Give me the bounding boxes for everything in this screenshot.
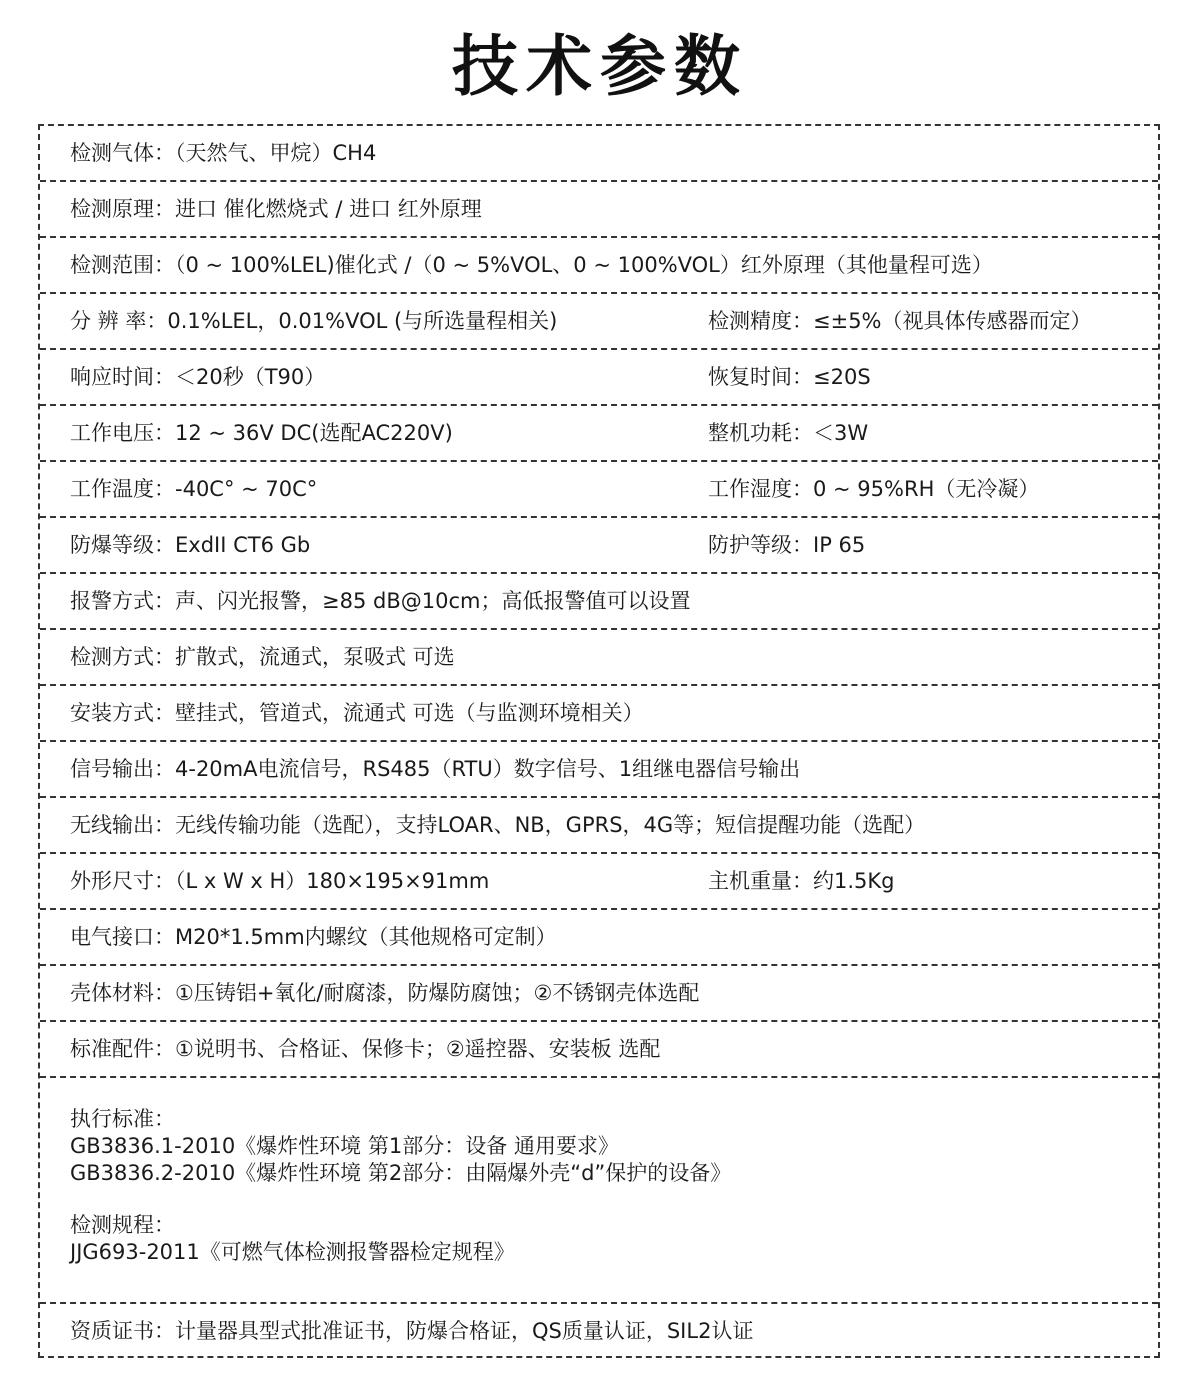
- spec-standard-accessories: 标准配件：①说明书、合格证、保修卡；②遥控器、安装板 选配: [70, 1037, 661, 1061]
- spec-working-temperature: 工作温度：-40C° ~ 70C°: [70, 477, 318, 501]
- regulation-item: JJG693-2011《可燃气体检测报警器检定规程》: [70, 1240, 515, 1264]
- spec-explosion-grade: 防爆等级：ExdII CT6 Gb: [70, 533, 311, 557]
- spec-row-detect-mode: [40, 630, 1158, 686]
- spec-weight: 主机重量：约1.5Kg: [708, 869, 895, 893]
- regulation-heading: 检测规程：: [70, 1213, 175, 1237]
- spec-detect-principle: 检测原理：进口 催化燃烧式 / 进口 红外原理: [70, 197, 482, 221]
- spec-row-range: [40, 238, 1158, 294]
- spec-dimensions: 外形尺寸：（L x W x H）180×195×91mm: [70, 869, 490, 893]
- spec-install-mode: 安装方式：壁挂式，管道式，流通式 可选（与监测环境相关）: [70, 701, 644, 725]
- spec-row-wireless: [40, 798, 1158, 854]
- spec-row-install: [40, 686, 1158, 742]
- spec-housing-material: 壳体材料：①压铸铝+氧化/耐腐漆，防爆防腐蚀；②不锈钢壳体选配: [70, 981, 700, 1005]
- spec-resolution: 分 辨 率：0.1%LEL，0.01%VOL (与所选量程相关): [70, 309, 558, 333]
- spec-electrical-interface: 电气接口：M20*1.5mm内螺纹（其他规格可定制）: [70, 925, 557, 949]
- spec-detect-gas: 检测气体：（天然气、甲烷）CH4: [70, 141, 377, 165]
- spec-row-interface: [40, 910, 1158, 966]
- spec-detect-mode: 检测方式：扩散式，流通式，泵吸式 可选: [70, 645, 455, 669]
- spec-detect-range: 检测范围：（0 ~ 100%LEL)催化式 /（0 ~ 5%VOL、0 ~ 100%VOL）红外原理（其他量程可选）: [70, 253, 993, 277]
- spec-working-voltage: 工作电压：12 ~ 36V DC(选配AC220V): [70, 421, 453, 445]
- spec-response-time: 响应时间：＜20秒（T90）: [70, 365, 326, 389]
- spec-row-gas: [40, 126, 1158, 182]
- spec-row-voltage: [40, 406, 1158, 462]
- standard-item: GB3836.1-2010《爆炸性环境 第1部分：设备 通用要求》: [70, 1134, 619, 1158]
- page-title: 技术参数: [452, 28, 748, 105]
- standard-item: GB3836.2-2010《爆炸性环境 第2部分：由隔爆外壳“d”保护的设备》: [70, 1161, 732, 1185]
- spec-row-housing: [40, 966, 1158, 1022]
- spec-row-resolution: [40, 294, 1158, 350]
- spec-row-dimensions: [40, 854, 1158, 910]
- spec-row-principle: [40, 182, 1158, 238]
- spec-row-response: [40, 350, 1158, 406]
- spec-wireless-output: 无线输出：无线传输功能（选配），支持LOAR、NB，GPRS，4G等；短信提醒功能（选配）: [70, 813, 926, 837]
- spec-signal-output: 信号输出：4-20mA电流信号，RS485（RTU）数字信号、1组继电器信号输出: [70, 757, 801, 781]
- standards-heading: 执行标准：: [70, 1107, 175, 1131]
- spec-accuracy: 检测精度：≤±5%（视具体传感器而定）: [708, 309, 1092, 333]
- standards-block: [70, 1106, 731, 1266]
- spec-row-signal: [40, 742, 1158, 798]
- spec-protection-grade: 防护等级：IP 65: [708, 533, 866, 557]
- block-spacer: [70, 1187, 731, 1212]
- spec-row-alarm: [40, 574, 1158, 630]
- spec-certification: 资质证书：计量器具型式批准证书，防爆合格证，QS质量认证，SIL2认证: [70, 1319, 754, 1343]
- spec-row-explosion: [40, 518, 1158, 574]
- spec-table: [38, 124, 1160, 1358]
- spec-row-temperature: [40, 462, 1158, 518]
- spec-alarm-mode: 报警方式：声、闪光报警，≥85 dB@10cm；高低报警值可以设置: [70, 589, 691, 613]
- spec-row-certification: [40, 1304, 1158, 1360]
- spec-power-consumption: 整机功耗：＜3W: [708, 421, 869, 445]
- spec-working-humidity: 工作湿度：0 ~ 95%RH（无冷凝）: [708, 477, 1040, 501]
- spec-row-standards: [40, 1078, 1158, 1304]
- spec-row-accessories: [40, 1022, 1158, 1078]
- spec-recovery-time: 恢复时间：≤20S: [708, 365, 871, 389]
